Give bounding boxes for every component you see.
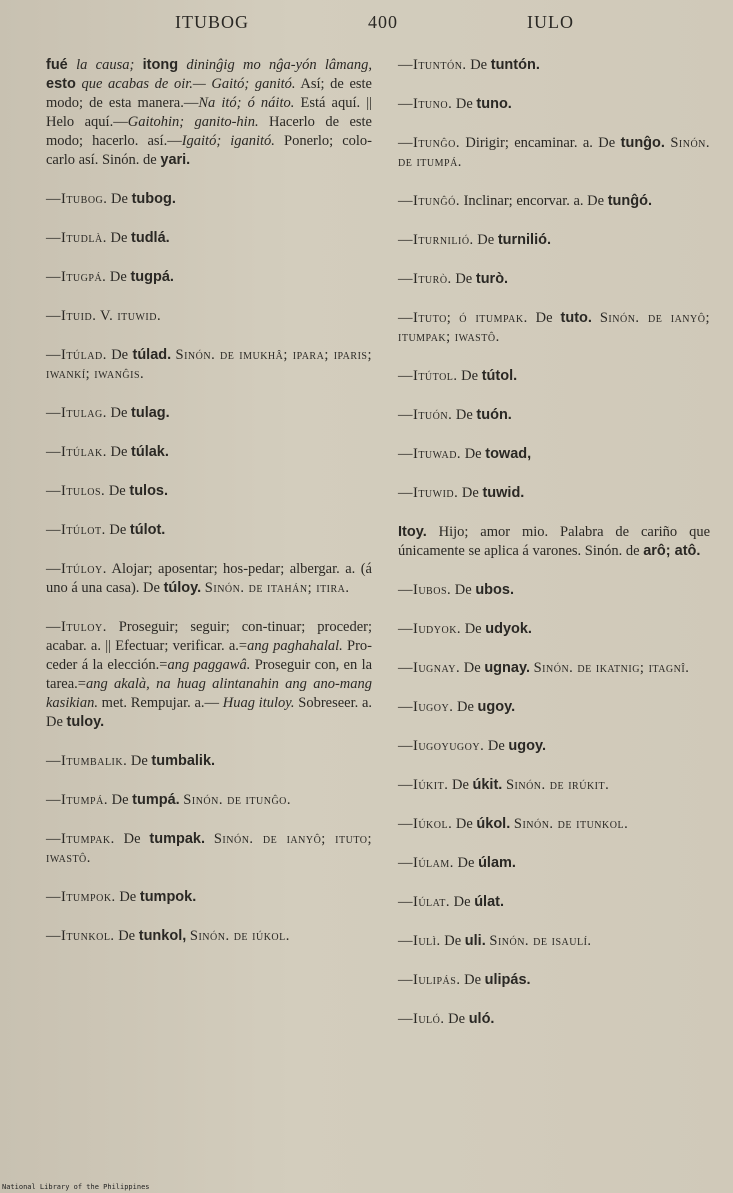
entry-itungo-2: —Itunĝó. Inclinar; encorvar. a. De tunĝó. — [398, 193, 652, 209]
entry-ituto: —Ituto; ó itumpak. De tuto. Sinón. de ianyô; itumpak; iwastô. — [398, 310, 710, 345]
entry-itugpa: —Itugpá. De tugpá. — [46, 269, 174, 285]
entry-itumpok: —Itumpok. De tumpok. — [46, 889, 197, 905]
library-footer: National Library of the Philippines — [2, 1183, 150, 1191]
entry-itumpa: —Itumpá. De tumpá. Sinón. de itunĝo. — [46, 792, 292, 808]
entry-ituon: —Ituón. De tuón. — [398, 407, 512, 423]
entry-ituntón: —Ituntón. De tuntón. — [398, 57, 540, 73]
entry-iugnay: —Iugnay. De ugnay. Sinón. de ikatnig; itagnî. — [398, 660, 690, 676]
left-column — [46, 56, 372, 966]
entry-itungo: —Itunĝo. Dirigir; encaminar. a. De tunĝo. Sinón. de itumpá. — [398, 135, 711, 170]
entry-iukol: —Iúkol. De úkol. Sinón. de itunkol. — [398, 816, 629, 832]
entry-itutol: —Itútol. De tútol. — [398, 368, 518, 384]
entry-iugoyugoy: —Iugoyugoy. De ugoy. — [398, 738, 546, 754]
entry-itulad: —Itúlad. De túlad. Sinón. de imukhâ; ipara; iparis; iwankí; iwanĝis. — [46, 347, 372, 382]
entry-iuli: —Iulì. De uli. Sinón. de isaulí. — [398, 933, 592, 949]
entry-ituloy-1: —Itúloy. Alojar; aposentar; hos-pedar; albergar. a. (á uno á una casa). De túloy. Sinón. de itahán; itira. — [46, 561, 372, 596]
entry-itulak: —Itúlak. De túlak. — [46, 444, 169, 460]
entry-ituwad: —Ituwad. De towad, — [398, 446, 532, 462]
entry-itulot: —Itúlot. De túlot. — [46, 522, 166, 538]
entry-itumbalik: —Itumbalik. De tumbalik. — [46, 753, 216, 769]
entry-iulam: —Iúlam. De úlam. — [398, 855, 516, 871]
entry-ituwid: —Ituwid. De tuwid. — [398, 485, 525, 501]
entry-iulipas: —Iulipás. De ulipás. — [398, 972, 531, 988]
entry-ituno: —Ituno. De tuno. — [398, 96, 512, 112]
header-left: ITUBOG — [175, 12, 249, 32]
entry-itulos: —Itulos. De tulos. — [46, 483, 169, 499]
entry-itubog: —Itubog. De tubog. — [46, 191, 176, 207]
entry-itumpak: —Itumpak. De tumpak. Sinón. de ianyô; ituto; iwastô. — [46, 831, 373, 866]
entry-iugoy: —Iugoy. De ugoy. — [398, 699, 516, 715]
entry-iudyok: —Iudyok. De udyok. — [398, 621, 532, 637]
running-header — [0, 8, 733, 38]
entry-itulag: —Itulag. De tulag. — [46, 405, 170, 421]
entry-iubos: —Iubos. De ubos. — [398, 582, 514, 598]
entry-ituloy-2: —Ituloy. Proseguir; seguir; con-tinuar; proceder; acabar. a. || Efectuar; verificar. a.=ang paghahalal. Pro-ceder á la elección.=ang paggawâ. Proseguir con, en la tarea.=ang akalà, na huag alintanahin ang ano-mang kasikian. met. Rempujar. a.— Huag ituloy. Sobreseer. a. De tuloy. — [46, 619, 373, 730]
entry-iulat: —Iúlat. De úlat. — [398, 894, 504, 910]
entry-itoy: Itoy. Hijo; amor mio. Palabra de cariño que únicamente se aplica á varones. Sinón. de arô; atô. — [398, 524, 710, 559]
right-column — [398, 56, 710, 1049]
entry-ituro: —Iturò. De turò. — [398, 271, 509, 287]
entry-iulo: —Iuló. De uló. — [398, 1011, 495, 1027]
entry-iturnilio: —Iturnilió. De turnilió. — [398, 232, 552, 248]
header-right: IULO — [527, 12, 574, 32]
entry-itong-continuation: fué la causa; itong dininĝig mo nĝa-yón lâmang, esto que acabas de oir.— Gaitó; ganitó. Así; de este modo; de esta manera.—Na itó; ó náito. Está aquí. || Helo aquí.—Gaitohin; ganito-hin. Hacerlo de este modo; hacerlo. así.—Igaitó; iganitó. Ponerlo; colo-carlo así. Sinón. de yari. — [46, 57, 373, 168]
page-number: 400 — [368, 12, 398, 32]
entry-itudla: —Itudlà. De tudlá. — [46, 230, 170, 246]
entry-iukit: —Iúkit. De úkit. Sinón. de irúkit. — [398, 777, 610, 793]
entry-itunkol: —Itunkol. De tunkol, Sinón. de iúkol. — [46, 928, 290, 944]
entry-ituid: —Ituid. V. ituwid. — [46, 308, 162, 324]
